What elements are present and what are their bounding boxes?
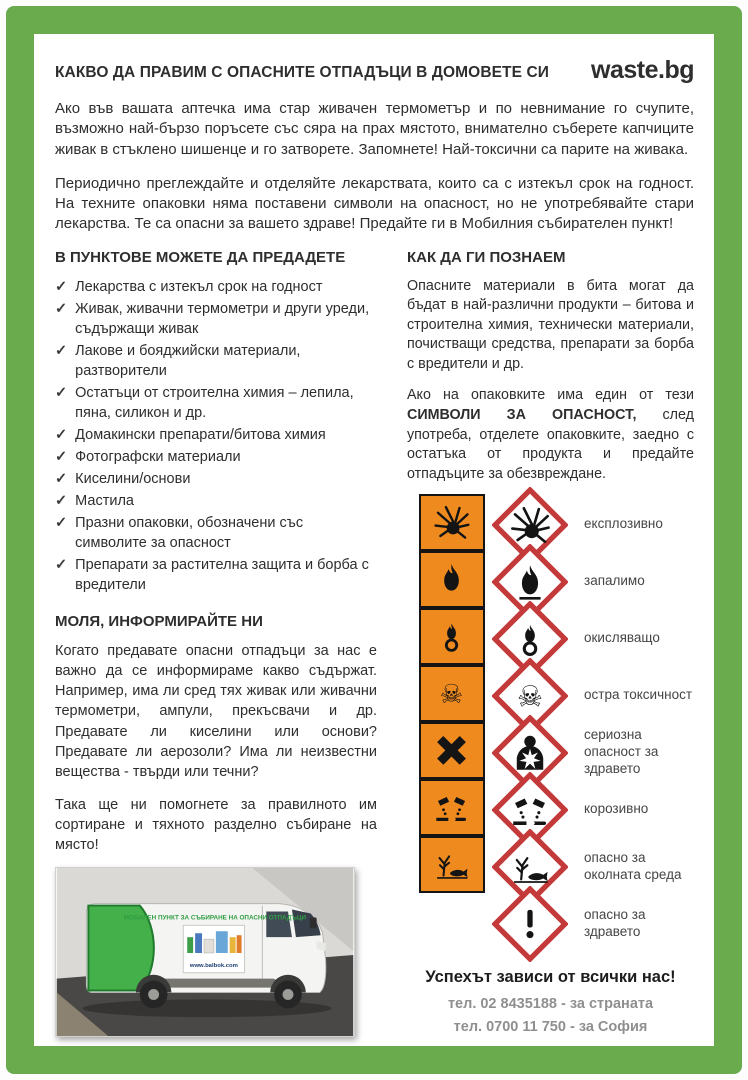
left-column: [55, 249, 377, 1039]
svg-text:☠: ☠: [516, 679, 544, 714]
environment-icon: [423, 840, 480, 889]
mobile-collection-van-photo: [55, 867, 355, 1037]
checklist-item: [55, 469, 377, 489]
check-icon: ✓: [55, 470, 68, 487]
checklist-item: [55, 299, 377, 339]
orange-square-column: [419, 667, 486, 724]
check-icon: ✓: [55, 514, 68, 531]
van-banner-text: МОБИЛЕН ПУНКТ ЗА СЪБИРАНЕ НА ОПАСНИ ОТПАДЪЦИ: [123, 914, 307, 922]
orange-hazard-square: [419, 836, 485, 893]
brand-logo: waste.bg: [591, 56, 694, 84]
flyer-content: [34, 34, 714, 1046]
orange-hazard-square: [419, 665, 485, 722]
hazard-label: остра токсичност: [584, 687, 693, 703]
checklist-item: [55, 513, 377, 553]
checklist-item: [55, 491, 377, 511]
check-icon: ✓: [55, 384, 68, 401]
check-icon: ✓: [55, 278, 68, 295]
checklist-item-label: Остатъци от строителна химия – лепила, пяна, силикон и др.: [75, 384, 354, 421]
hazard-label: опасно за здравето: [584, 906, 646, 939]
check-icon: ✓: [55, 426, 68, 443]
paragraph2-prefix: Ако на опаковките има един от тези: [407, 387, 694, 404]
page-frame: [6, 6, 742, 1074]
flame-over-circle-icon: [423, 612, 480, 661]
phone-sofia: тел. 0700 11 750 - за София: [453, 1018, 648, 1035]
checklist-item: [55, 277, 377, 297]
checklist-item-label: Домакински препарати/битова химия: [75, 426, 326, 443]
intro-paragraph: Ако във вашата аптечка има стар живачен термометър и по невнимание го счупите, възможно най-бързо поръсете със сяра на прах мястото, внимателно съберете капчиците живак в стъклено шишенце и го затворете. Запомнете! Най-токсични са парите на живака.: [55, 100, 694, 158]
ghs-diamond: [486, 896, 574, 952]
orange-square-column: [419, 781, 486, 838]
checklist-item: [55, 341, 377, 381]
x-cross-icon: [423, 726, 480, 775]
dropoff-heading: В ПУНКТОВЕ МОЖЕТЕ ДА ПРЕДАДЕТЕ: [55, 248, 346, 266]
orange-hazard-square: [419, 494, 485, 551]
check-icon: ✓: [55, 448, 68, 465]
hazard-label: запалимо: [584, 573, 645, 589]
hazard-label: експлозивно: [584, 516, 663, 532]
intro-paragraph: Периодично преглеждайте и отделяйте лекарствата, които са с изтекъл срок на годност. На техните опаковки няма поставени символи на опасност, но не употребявайте стари лекарства. Те са опасни за вашето здраве! Предайте ги в Мобилния събирателен пункт!: [55, 174, 694, 233]
orange-hazard-square: [419, 779, 485, 836]
svg-text:☠: ☠: [440, 680, 464, 711]
checklist-item-label: Живак, живачни термометри и други уреди, съдържащи живак: [75, 300, 370, 337]
orange-hazard-square: [419, 608, 485, 665]
columns: [55, 249, 694, 1039]
checklist-item-label: Лекарства с изтекъл срок на годност: [75, 278, 323, 295]
recognize-paragraph-1: Опасните материали в бита могат да бъдат в най-различни продукти – битова и строителна химия, технически материали, почистващи средства, препарати за борба с вредители и др.: [407, 277, 694, 372]
page-title: КАКВО ДА ПРАВИМ С ОПАСНИТЕ ОТПАДЪЦИ В ДОМОВЕТЕ СИ: [55, 64, 550, 81]
recognize-paragraph-2: [407, 386, 694, 484]
checklist-item: [55, 447, 377, 467]
orange-square-column: [419, 895, 486, 952]
checklist-item: [55, 555, 377, 595]
checklist-item-label: Препарати за растителна защита и борба с вредители: [75, 556, 369, 593]
checklist-item-label: Мастила: [75, 492, 134, 509]
orange-hazard-square: [419, 551, 485, 608]
checklist-item: [55, 383, 377, 423]
hazard-label: опасно за околната среда: [584, 849, 682, 882]
inform-paragraphs: [55, 641, 377, 856]
orange-square-column: [419, 496, 486, 553]
corrosive-icon: [423, 783, 480, 832]
inform-paragraph: Когато предавате опасни отпадъци за нас е важно да се информираме какво съдържат. Например, има ли сред тях живак или живачни термометри, ампули, прекъсвачи и др. Предавате ли киселини или основи? Предавате ли аерозоли? Има ли неизвестни вещества - твърди или течни?: [55, 642, 377, 781]
hazard-rows: [407, 496, 694, 952]
exploding-bomb-icon: [423, 498, 480, 547]
inform-paragraph: Така ще ни помогнете за правилното им сортиране и тяхното разделно събиране на място!: [55, 796, 377, 854]
hazard-label: окисляващо: [584, 630, 660, 646]
check-icon: ✓: [55, 492, 68, 509]
phone-national: тел. 02 8435188 - за страната: [447, 996, 654, 1013]
check-icon: ✓: [55, 342, 68, 359]
inform-heading: МОЛЯ, ИНФОРМИРАЙТЕ НИ: [55, 612, 263, 630]
hazard-label: сериозна опасност за здравето: [584, 727, 659, 777]
checklist-item-label: Лакове и бояджийски материали, разтворители: [75, 342, 301, 379]
footer: [407, 968, 694, 1038]
hazard-row: [419, 895, 694, 952]
orange-square-column: [419, 553, 486, 610]
header: [55, 58, 694, 83]
slogan: Успехът зависи от всички нас!: [425, 968, 676, 987]
orange-square-column: [419, 724, 486, 781]
intro-paragraphs: [55, 99, 694, 235]
van-website-text: www.balbok.com: [189, 963, 238, 970]
dropoff-checklist: [55, 277, 377, 595]
orange-hazard-square: [419, 722, 485, 779]
checklist-item-label: Празни опаковки, обозначени със символите за опасност: [75, 514, 304, 551]
check-icon: ✓: [55, 300, 68, 317]
skull-crossbones-icon: [423, 669, 480, 718]
recognize-heading: КАК ДА ГИ ПОЗНАЕМ: [407, 248, 566, 266]
flame-icon: [423, 555, 480, 604]
check-icon: ✓: [55, 556, 68, 573]
checklist-item-label: Киселини/основи: [75, 470, 191, 487]
orange-square-column: [419, 610, 486, 667]
checklist-item-label: Фотографски материали: [75, 448, 241, 465]
paragraph2-bold: СИМВОЛИ ЗА ОПАСНОСТ,: [407, 406, 637, 423]
orange-square-column: [419, 838, 486, 895]
hazard-label: корозивно: [584, 801, 649, 817]
van-mirror: [310, 918, 317, 929]
right-column: [407, 249, 694, 1039]
paragraph2-suffix: след употреба, отделете опаковките, заедно с остатъка от продукта и предайте отпадъците за обезвреждане.: [407, 406, 694, 482]
exclamation-icon: [492, 886, 568, 962]
checklist-item: [55, 425, 377, 445]
